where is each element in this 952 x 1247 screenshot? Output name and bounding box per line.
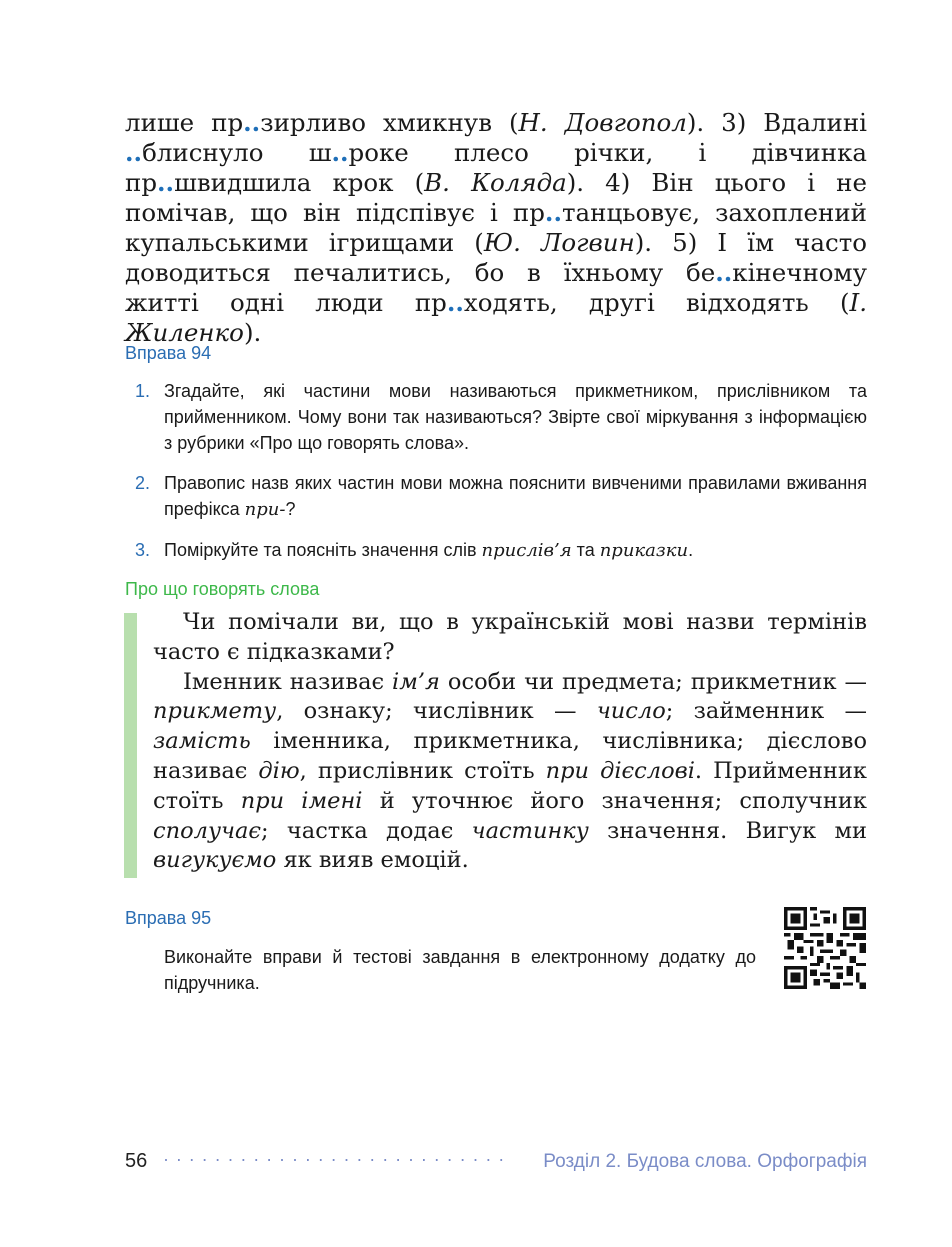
missing-letter-gap: .. — [715, 258, 733, 287]
task-number: 1. — [135, 381, 151, 401]
task-item — [135, 470, 867, 523]
exercise-95-title: Вправа 95 — [125, 908, 212, 928]
italic-term: прикмету — [153, 698, 277, 725]
task-item — [135, 537, 867, 564]
italic-term: при дієслові — [545, 757, 695, 784]
qr-code-icon[interactable] — [784, 907, 866, 989]
italic-term: частинку — [471, 817, 589, 844]
intro-text: лише пр..зирливо хмикнув (Н. Довгопол). 3) Вдалині ..блиснуло ш..роке плесо річки, і дівчинка пр..швидшила крок (В. Коляда). 4) Він цього і не помічав, що він підспівує і пр..танцьовує, захоплений купальськими ігрищами (Ю. Логвин). 5) І їм часто доводиться печалитись, бо в їхньому бе..кінечному житті одні люди пр..ходять, другі відходять (І. Жиленко). — [125, 108, 867, 347]
task-number: 2. — [135, 473, 151, 493]
italic-term: приказки — [599, 540, 689, 561]
italic-term: прислів’я — [481, 540, 572, 561]
missing-letter-gap: .. — [446, 288, 464, 317]
section-title: Розділ 2. Будова слова. Орфографія — [543, 1151, 867, 1172]
task-item — [135, 378, 867, 456]
missing-letter-gap: .. — [331, 138, 349, 167]
italic-term: вигукуємо — [153, 847, 277, 874]
italic-term: сполучає — [153, 817, 262, 844]
exercise-94-tasks — [135, 378, 867, 578]
task-text: Поміркуйте та поясніть значення слів прислів’я та приказки. — [164, 540, 694, 561]
italic-term: ім’я — [392, 668, 440, 695]
rubric-bar — [124, 613, 137, 878]
footer-dots: ··························· — [163, 1149, 512, 1169]
italic-term: при- — [244, 499, 286, 520]
missing-letter-gap: .. — [125, 138, 143, 167]
rubric-paragraph: Іменник називає ім’я особи чи предмета; прикметник — прикмету, ознаку; числівник — число; займенник — замість іменника, прикметника, числівника; дієслово називає дію, прислівник стоїть при дієслові. Прийменник стоїть при імені й уточнює його значення; сполучник сполучає; частка додає частинку значення. Вигук ми вигукуємо як вияв емоцій. — [153, 668, 867, 874]
italic-term: І. Жиленко — [125, 288, 867, 347]
italic-term: Ю. Логвин — [483, 228, 635, 257]
missing-letter-gap: .. — [544, 198, 562, 227]
italic-term: при імені — [240, 787, 363, 814]
italic-term: замість — [153, 728, 251, 755]
italic-term: дію — [258, 757, 300, 784]
italic-term: В. Коляда — [424, 168, 567, 197]
rubric-title: Про що говорять слова — [125, 579, 320, 599]
rubric-paragraph: Чи помічали ви, що в українській мові назви термінів часто є підказками? — [153, 609, 867, 665]
missing-letter-gap: .. — [243, 108, 261, 137]
task-text: Правопис назв яких частин мови можна пояснити вивченими правилами вживання префікса при-? — [164, 473, 867, 520]
rubric-box — [153, 608, 867, 876]
task-text: Згадайте, які частини мови називаються прикметником, прислівником та прийменником. Чому вони так називаються? Звірте свої міркування з інформацією з рубрики «Про що говорять слова». — [164, 381, 867, 453]
exercise-95-text: Виконайте вправи й тестові завдання в електронному додатку до підручника. — [164, 947, 756, 993]
task-number: 3. — [135, 540, 151, 560]
page-number: 56 — [125, 1150, 148, 1172]
italic-term: число — [596, 698, 666, 725]
missing-letter-gap: .. — [157, 168, 175, 197]
italic-term: Н. Довгопол — [518, 108, 687, 137]
exercise-94-title: Вправа 94 — [125, 343, 212, 363]
